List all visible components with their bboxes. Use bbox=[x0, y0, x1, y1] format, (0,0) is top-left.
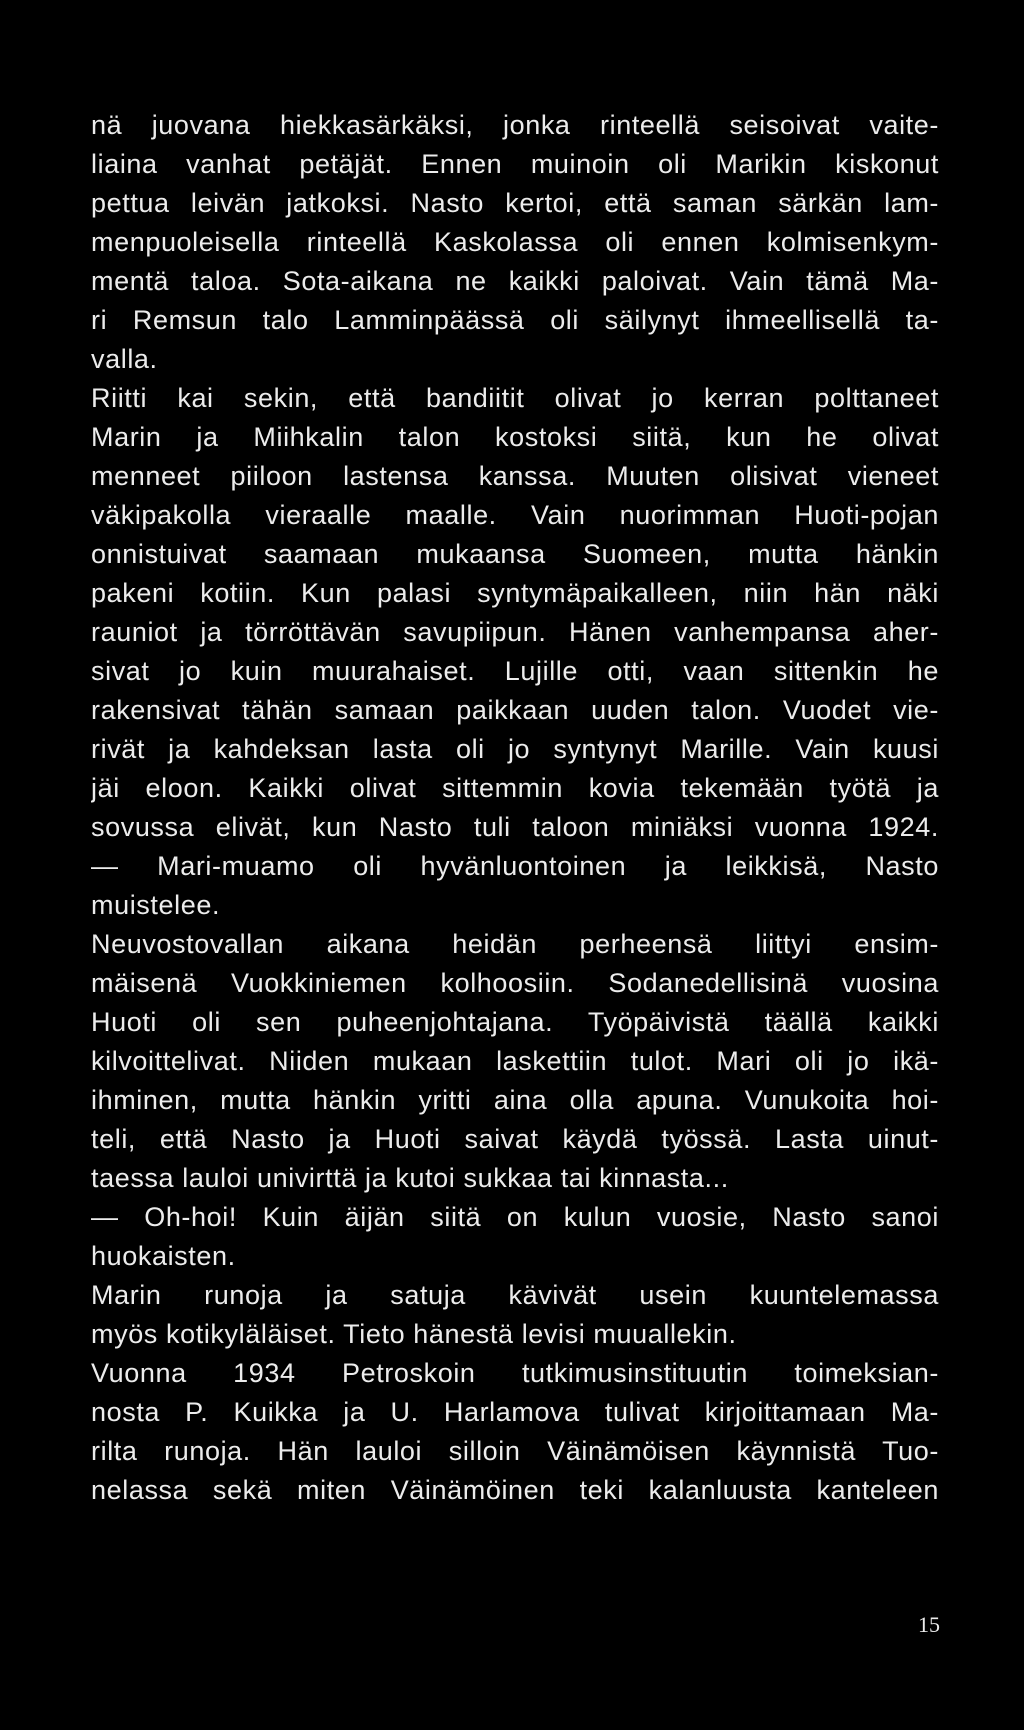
text-line: nelassa sekä miten Väinämöinen teki kalanluusta kanteleen bbox=[91, 1475, 939, 1505]
text-line: pettua leivän jatkoksi. Nasto kertoi, että saman särkän lam- bbox=[91, 188, 939, 218]
text-line: liaina vanhat petäjät. Ennen muinoin oli Marikin kiskonut bbox=[91, 149, 939, 179]
text-line: valla. bbox=[91, 344, 158, 374]
text-line: Neuvostovallan aikana heidän perheensä liittyi ensim- bbox=[91, 929, 939, 959]
text-line: teli, että Nasto ja Huoti saivat käydä työssä. Lasta uinut- bbox=[91, 1124, 939, 1154]
text-line: rilta runoja. Hän lauloi silloin Väinämöisen käynnistä Tuo- bbox=[91, 1436, 939, 1466]
text-line: kilvoittelivat. Niiden mukaan laskettiin tulot. Mari oli jo ikä- bbox=[91, 1046, 939, 1076]
text-line: — Oh-hoi! Kuin äijän siitä on kulun vuosie, Nasto sanoi bbox=[91, 1202, 939, 1232]
text-line: rakensivat tähän samaan paikkaan uuden talon. Vuodet vie- bbox=[91, 695, 939, 725]
text-line: muistelee. bbox=[91, 890, 221, 920]
text-line: pakeni kotiin. Kun palasi syntymäpaikalleen, niin hän näki bbox=[91, 578, 939, 608]
text-line: sivat jo kuin muurahaiset. Lujille otti, vaan sittenkin he bbox=[91, 656, 939, 686]
text-line: onnistuivat saamaan mukaansa Suomeen, mutta hänkin bbox=[91, 539, 939, 569]
text-line: Riitti kai sekin, että bandiitit olivat jo kerran polttaneet bbox=[91, 383, 939, 413]
text-line: menneet piiloon lastensa kanssa. Muuten olisivat vieneet bbox=[91, 461, 939, 491]
page-number: 15 bbox=[918, 1612, 940, 1637]
text-line: Huoti oli sen puheenjohtajana. Työpäivistä täällä kaikki bbox=[91, 1007, 939, 1037]
text-line: menpuoleisella rinteellä Kaskolassa oli ennen kolmisenkym- bbox=[91, 227, 939, 257]
text-line: — Mari-muamo oli hyvänluontoinen ja leikkisä, Nasto bbox=[91, 851, 939, 881]
text-line: Vuonna 1934 Petroskoin tutkimusinstituutin toimeksian- bbox=[91, 1358, 939, 1388]
text-line: väkipakolla vieraalle maalle. Vain nuorimman Huoti-pojan bbox=[91, 500, 939, 530]
text-line: ri Remsun talo Lamminpäässä oli säilynyt ihmeellisellä ta- bbox=[91, 305, 939, 335]
text-line: rauniot ja törröttävän savupiipun. Hänen vanhempansa aher- bbox=[91, 617, 939, 647]
text-line: taessa lauloi univirttä ja kutoi sukkaa tai kinnasta... bbox=[91, 1163, 729, 1193]
text-line: mentä taloa. Sota-aikana ne kaikki paloivat. Vain tämä Ma- bbox=[91, 266, 939, 296]
text-line: Marin ja Miihkalin talon kostoksi siitä, kun he olivat bbox=[91, 422, 939, 452]
body-text bbox=[91, 106, 939, 1510]
text-line: nosta P. Kuikka ja U. Harlamova tulivat kirjoittamaan Ma- bbox=[91, 1397, 939, 1427]
text-line: ihminen, mutta hänkin yritti aina olla apuna. Vunukoita hoi- bbox=[91, 1085, 939, 1115]
text-line: myös kotikyläläiset. Tieto hänestä levisi muuallekin. bbox=[91, 1319, 737, 1349]
text-line: jäi eloon. Kaikki olivat sittemmin kovia tekemään työtä ja bbox=[91, 773, 939, 803]
text-line: Marin runoja ja satuja kävivät usein kuuntelemassa bbox=[91, 1280, 939, 1310]
text-line: huokaisten. bbox=[91, 1241, 236, 1271]
text-line: sovussa elivät, kun Nasto tuli taloon miniäksi vuonna 1924. bbox=[91, 812, 939, 842]
text-line: rivät ja kahdeksan lasta oli jo syntynyt Marille. Vain kuusi bbox=[91, 734, 939, 764]
text-line: nä juovana hiekkasärkäksi, jonka rinteellä seisoivat vaite- bbox=[91, 110, 939, 140]
text-line: mäisenä Vuokkiniemen kolhoosiin. Sodanedellisinä vuosina bbox=[91, 968, 939, 998]
